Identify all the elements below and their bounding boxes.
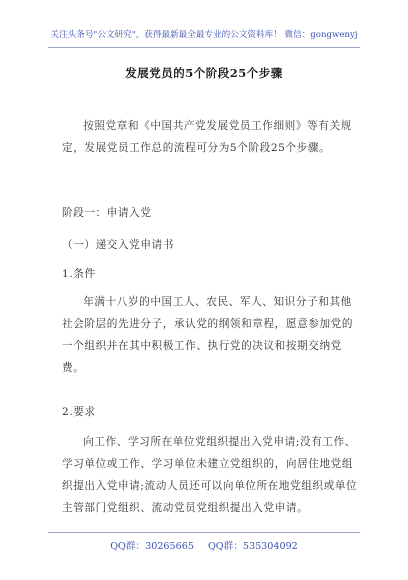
intro-paragraph: 按照党章和《中国共产党发展党员工作细则》等有关规定，发展党员工作总的流程可分为5个阶段25个步骤。	[62, 120, 352, 154]
section-1-body: 年满十八岁的中国工人、农民、军人、知识分子和其他社会阶层的先进分子，承认党的纲领和章程，愿意参加党的一个组织并在其中积极工作、执行党的决议和按期交纳党费。	[62, 296, 354, 374]
qq-group-2: QQ群：535304092	[207, 541, 298, 552]
qq-group-1: QQ群：30265665	[110, 541, 194, 552]
document-title: 发展党员的5个阶段25个步骤	[125, 66, 283, 80]
stage-heading: 阶段一：申请入党	[62, 207, 152, 219]
section-1-heading: 1.条件	[62, 268, 96, 280]
footer-divider	[48, 532, 360, 533]
section-2-heading: 2.要求	[62, 406, 96, 418]
step-heading: （一）递交入党申请书	[62, 239, 174, 251]
header-banner: 关注头条号"公文研究"，获得最新最全最专业的公文资料库！ 微信：gongwenyj	[50, 30, 358, 40]
section-2-body: 向工作、学习所在单位党组织提出入党申请;没有工作、学习单位或工作、学习单位未建立党组织的，向居住地党组织提出入党申请;流动人员还可以向单位所在地党组织或单位主管部门党组织、流动党员党组织提出入党申请。	[62, 436, 358, 514]
footer	[0, 538, 408, 552]
header-divider	[48, 47, 360, 48]
